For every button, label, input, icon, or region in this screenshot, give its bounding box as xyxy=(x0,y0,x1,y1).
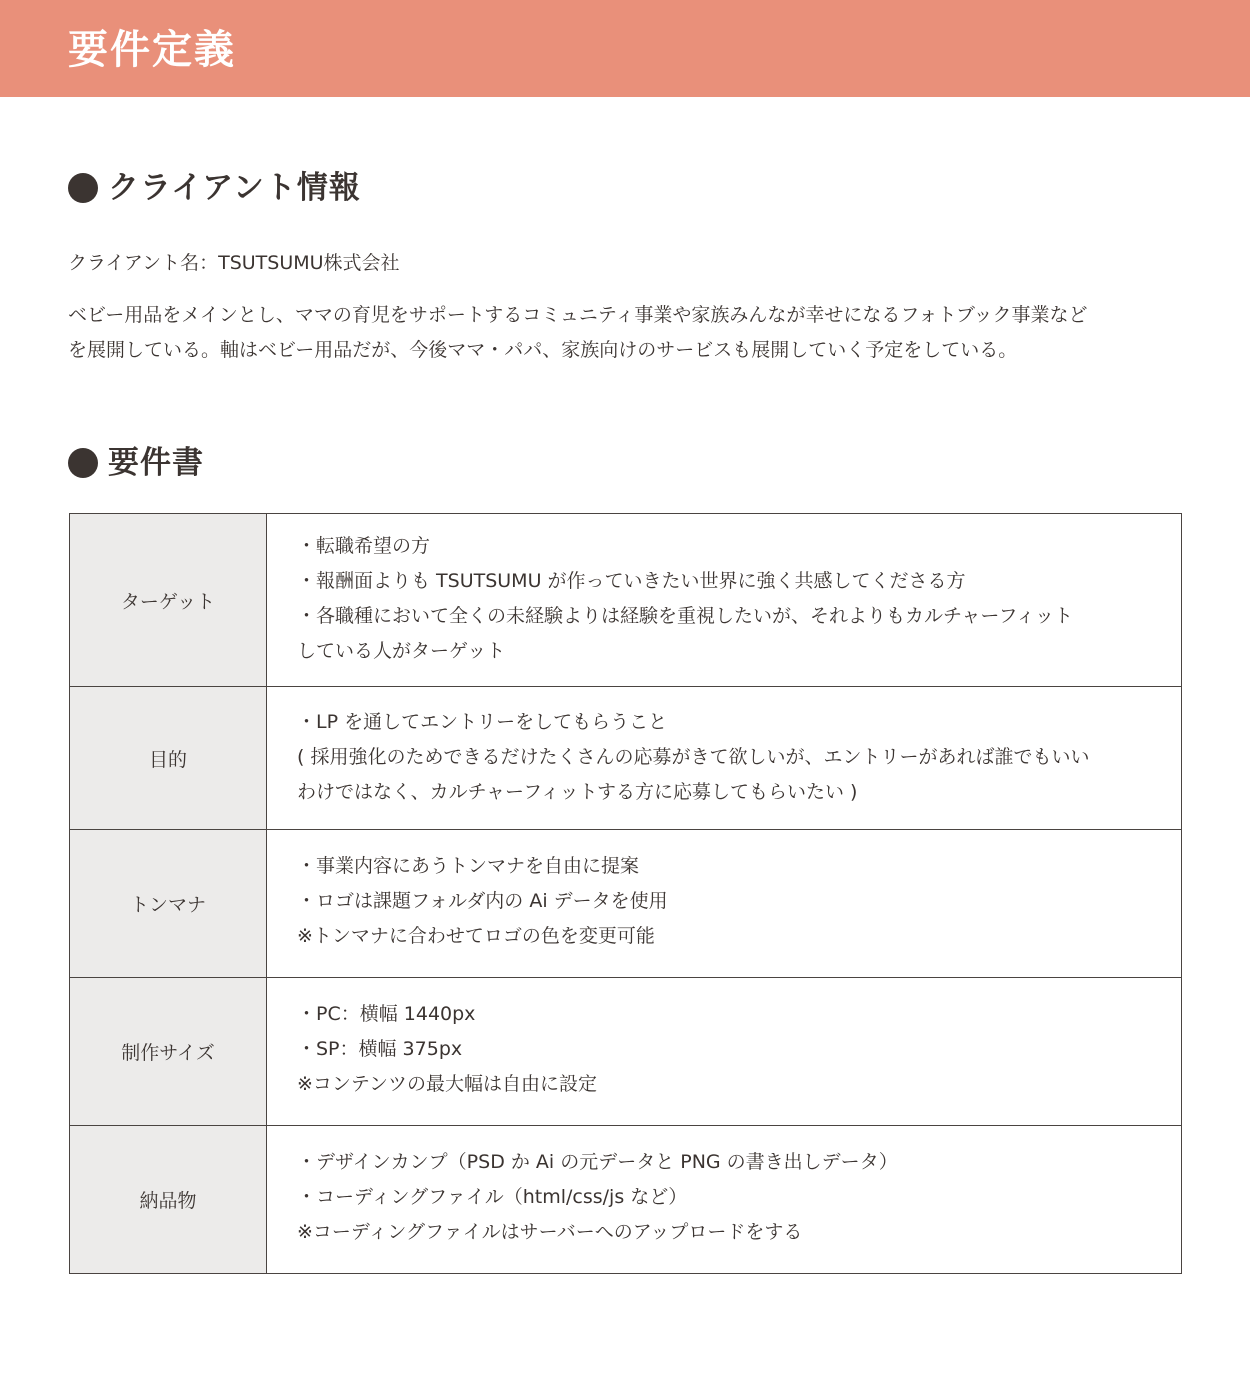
row-content-size xyxy=(267,978,1182,1126)
row-content-purpose xyxy=(267,687,1182,830)
content-line: ・SP：横幅 375px xyxy=(297,1038,463,1060)
content-line: ( 採用強化のためできるだけたくさんの応募がきて欲しいが、エントリーがあれば誰でもいい xyxy=(297,746,1090,768)
row-content-deliverables xyxy=(267,1126,1182,1274)
content-line: ・ロゴは課題フォルダ内の Ai データを使用 xyxy=(297,890,668,912)
row-label-size: 制作サイズ xyxy=(70,978,267,1126)
content-line: している人がターゲット xyxy=(297,640,506,662)
table-row-tone-manner xyxy=(70,830,1182,978)
content-line: ※コーディングファイルはサーバーへのアップロードをする xyxy=(297,1221,803,1243)
bullet-circle-icon xyxy=(68,448,98,478)
table-row-target xyxy=(70,514,1182,687)
row-label-target: ターゲット xyxy=(70,514,267,687)
content-line: ・コーディングファイル（html/css/js など） xyxy=(297,1186,688,1208)
content-line: ・転職希望の方 xyxy=(297,535,431,557)
content-line: ・PC：横幅 1440px xyxy=(297,1003,476,1025)
row-label-purpose: 目的 xyxy=(70,687,267,830)
client-description-line: を展開している。軸はベビー用品だが、今後ママ・パパ、家族向けのサービスも展開していく予定をしている。 xyxy=(68,339,1018,361)
page-title: 要件定義 xyxy=(68,27,236,73)
content-line: ※トンマナに合わせてロゴの色を変更可能 xyxy=(297,925,655,947)
requirements-heading-text: 要件書 xyxy=(108,445,204,481)
table-row-deliverables xyxy=(70,1126,1182,1274)
content-line: ・各職種において全くの未経験よりは経験を重視したいが、それよりもカルチャーフィット xyxy=(297,605,1073,627)
bullet-circle-icon xyxy=(68,173,98,203)
table-row-purpose xyxy=(70,687,1182,830)
client-description-line: ベビー用品をメインとし、ママの育児をサポートするコミュニティ事業や家族みんなが幸せになるフォトブック事業など xyxy=(68,304,1088,326)
content-line: ※コンテンツの最大幅は自由に設定 xyxy=(297,1073,597,1095)
table-row-size xyxy=(70,978,1182,1126)
row-content-target xyxy=(267,514,1182,687)
client-info-heading xyxy=(68,168,361,208)
requirements-table xyxy=(69,513,1182,1274)
row-label-tone-manner: トンマナ xyxy=(70,830,267,978)
row-content-tone-manner xyxy=(267,830,1182,978)
row-label-deliverables: 納品物 xyxy=(70,1126,267,1274)
content-line: わけではなく、カルチャーフィットする方に応募してもらいたい ) xyxy=(297,781,858,803)
client-description xyxy=(68,298,1178,368)
header-bar xyxy=(0,0,1250,97)
content-line: ・デザインカンプ（PSD か Ai の元データと PNG の書き出しデータ） xyxy=(297,1151,898,1173)
content-line: ・報酬面よりも TSUTSUMU が作っていきたい世界に強く共感してくださる方 xyxy=(297,570,966,592)
content-line: ・LP を通してエントリーをしてもらうこと xyxy=(297,711,668,733)
requirements-heading xyxy=(68,443,204,483)
client-info-heading-text: クライアント情報 xyxy=(108,170,361,206)
content-line: ・事業内容にあうトンマナを自由に提案 xyxy=(297,855,640,877)
client-name: クライアント名：TSUTSUMU株式会社 xyxy=(68,252,400,274)
